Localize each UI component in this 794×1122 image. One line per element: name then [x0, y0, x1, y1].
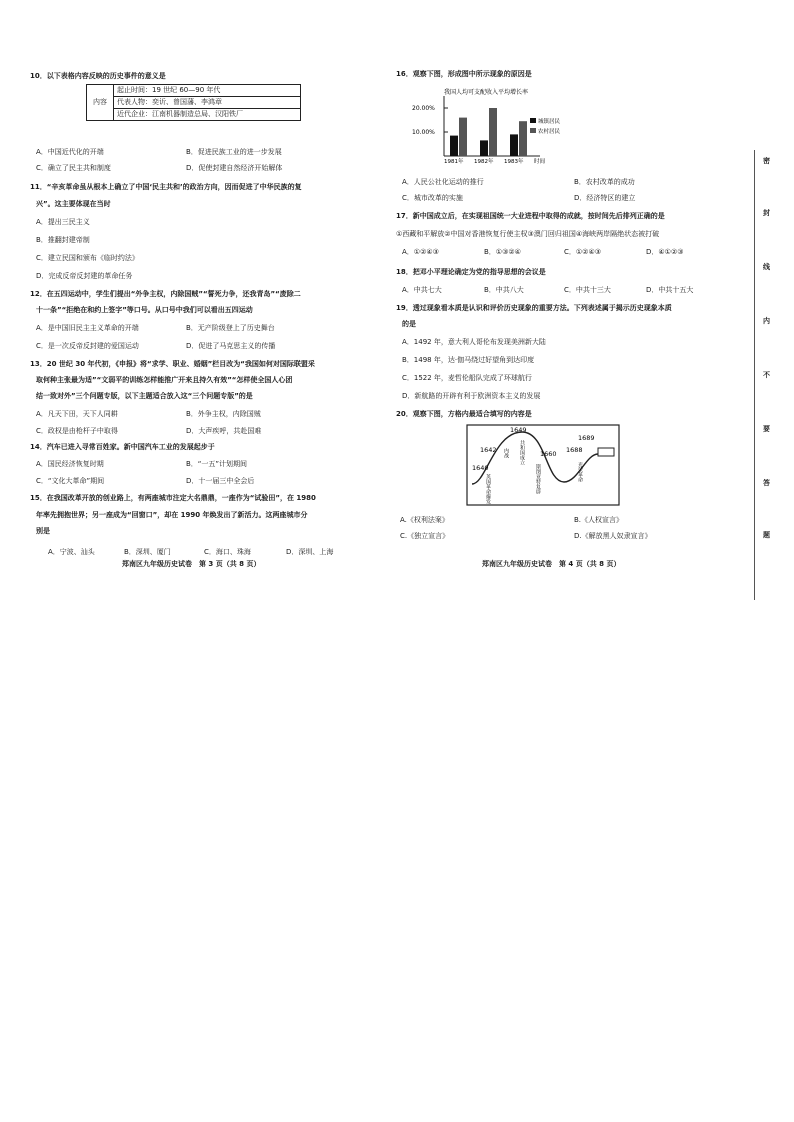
- q14-option-a[interactable]: A．国民经济恢复时期: [36, 460, 104, 468]
- event-label: 斯图亚特复辟: [535, 464, 541, 494]
- q12-stem-1: 12．在五四运动中，学生们提出“外争主权，内除国贼”“誓死力争，还我青岛”“废除二: [30, 290, 301, 298]
- q14-option-d[interactable]: D．十一届三中全会后: [186, 477, 255, 485]
- q15-option-b[interactable]: B．深圳、厦门: [124, 548, 171, 556]
- legend-rural: 农村居民: [538, 129, 561, 135]
- year-label: 1660: [540, 450, 557, 458]
- edge-char: 线: [763, 263, 770, 271]
- q19-option-b[interactable]: B．1498 年，达·伽马绕过好望角到达印度: [402, 356, 535, 364]
- q16-option-c[interactable]: C．城市改革的实施: [402, 194, 463, 202]
- q20-option-a[interactable]: A.《权利法案》: [400, 516, 449, 524]
- q17-option-a[interactable]: A．①②④③: [402, 248, 439, 256]
- chart-bars: [450, 108, 527, 156]
- q10-table: [86, 84, 301, 121]
- q19-option-c[interactable]: C．1522 年，麦哲伦船队完成了环球航行: [402, 374, 532, 382]
- legend-urban: 城镇居民: [538, 119, 561, 125]
- q16-stem: 16．观察下图，形成图中所示现象的原因是: [396, 70, 532, 78]
- year-label: 1642: [480, 446, 497, 454]
- q14-option-b[interactable]: B．“一五”计划期间: [186, 460, 248, 468]
- q10-option-c[interactable]: C．确立了民主共和制度: [36, 164, 111, 172]
- q15-option-c[interactable]: C．海口、珠海: [204, 548, 251, 556]
- event-label: 光荣革命: [577, 462, 583, 482]
- q13-option-b[interactable]: B．外争主权，内除国贼: [186, 410, 261, 418]
- q12-option-c[interactable]: C．是一次反帝反封建的爱国运动: [36, 342, 139, 350]
- edge-char: 内: [763, 317, 770, 325]
- q11-stem-2: 兴”。这主要体现在当时: [36, 200, 111, 208]
- chart-xtick-label: 1981年: [444, 159, 464, 164]
- edge-char: 题: [763, 531, 770, 539]
- q14-stem: 14．汽车已进入寻常百姓家。新中国汽车工业的发展起步于: [30, 443, 215, 451]
- q19-stem-1: 19．透过现象看本质是认识和评价历史现象的重要方法。下列表述属于揭示历史现象本质: [396, 304, 672, 312]
- legend-swatch-rural: [530, 128, 536, 133]
- q18-option-c[interactable]: C．中共十三大: [564, 286, 611, 294]
- q15-stem-2: 年率先拥抱世界；另一座成为“回窗口”，却在 1990 年焕发出了新活力。这两座城市分: [36, 511, 308, 519]
- q10-stem: 10．以下表格内容反映的历史事件的意义是: [30, 72, 166, 80]
- q18-option-b[interactable]: B．中共八大: [484, 286, 524, 294]
- binding-margin: [754, 150, 781, 600]
- q17-stem-1: 17．新中国成立后，在实现祖国统一大业进程中取得的成就，按时间先后排列正确的是: [396, 212, 665, 220]
- q10-row-1: 起止时间：19 世纪 60—90 年代: [114, 85, 301, 97]
- q15-option-a[interactable]: A．宁波、汕头: [48, 548, 95, 556]
- q11-option-b[interactable]: B．推翻封建帝制: [36, 236, 90, 244]
- chart-xtick-label: 1983年: [504, 159, 524, 164]
- q12-option-b[interactable]: B．无产阶级登上了历史舞台: [186, 324, 275, 332]
- income-growth-chart: [412, 84, 572, 164]
- diagram-blank-box: [598, 448, 614, 456]
- bar-rural-2: [519, 121, 527, 156]
- legend-swatch-urban: [530, 118, 536, 123]
- q11-option-d[interactable]: D．完成反帝反封建的革命任务: [36, 272, 133, 280]
- q12-option-d[interactable]: D．促进了马克思主义的传播: [186, 342, 276, 350]
- q20-stem: 20．观察下图，方格内最适合填写的内容是: [396, 410, 532, 418]
- q17-option-d[interactable]: D．④①②③: [646, 248, 684, 256]
- year-label: 1688: [566, 446, 583, 454]
- q10-option-d[interactable]: D．促使封建自然经济开始解体: [186, 164, 283, 172]
- chart-xtick-label: 1982年: [474, 159, 494, 164]
- q11-stem-1: 11．“辛亥革命虽从根本上确立了中国‘民主共和’的政治方向，因而促进了中华民族的复: [30, 183, 302, 191]
- bar-rural-0: [459, 118, 467, 156]
- q10-option-a[interactable]: A．中国近代化的开端: [36, 148, 104, 156]
- q16-option-d[interactable]: D．经济特区的建立: [574, 194, 636, 202]
- bar-urban-1: [480, 140, 488, 156]
- q13-stem-2: 取何种主张最为适”“文弱平的训练怎样能推广开来且持久有效”“怎样使全国人心团: [36, 376, 293, 384]
- q10-option-b[interactable]: B．促进民族工业的进一步发展: [186, 148, 282, 156]
- chart-ytick-label: 10.00%: [412, 129, 435, 136]
- q19-option-d[interactable]: D．新航路的开辟有利于欧洲资本主义的发展: [402, 392, 541, 400]
- q17-stem-2: ①西藏和平解放②中国对香港恢复行使主权③澳门回归祖国④海峡两岸隔绝状态被打破: [396, 230, 660, 238]
- q19-stem-2: 的是: [402, 320, 416, 328]
- q13-stem-1: 13．20 世纪 30 年代初，《申报》将“求学、职业、婚姻”栏目改为“我国如何对国际联盟采: [30, 360, 315, 368]
- q13-stem-3: 结一致对外”三个问题专版，以下主题适合放入这“三个问题专版”的是: [36, 392, 253, 400]
- q12-option-a[interactable]: A．是中国旧民主主义革命的开端: [36, 324, 139, 332]
- chart-xlabel: 时间: [534, 159, 546, 164]
- q15-stem-1: 15．在我国改革开放的创业路上，有两座城市注定大名鼎鼎，一座作为“试验田”，在 1980: [30, 494, 316, 502]
- q15-option-d[interactable]: D．深圳、上海: [286, 548, 334, 556]
- edge-char: 不: [763, 371, 770, 379]
- q18-option-a[interactable]: A．中共七大: [402, 286, 442, 294]
- q17-option-b[interactable]: B．①③②④: [484, 248, 521, 256]
- bar-rural-1: [489, 108, 497, 156]
- year-label: 1689: [578, 434, 595, 442]
- q14-option-c[interactable]: C．“文化大革命”期间: [36, 477, 105, 485]
- q11-option-a[interactable]: A．提出三民主义: [36, 218, 90, 226]
- q20-option-d[interactable]: D.《解放黑人奴隶宣言》: [574, 532, 652, 540]
- chart-title: 我国人均可支配收入平均增长率: [444, 89, 529, 96]
- q18-option-d[interactable]: D．中共十五大: [646, 286, 694, 294]
- q20-option-b[interactable]: B.《人权宣言》: [574, 516, 624, 524]
- event-label: 内战: [503, 448, 509, 458]
- edge-char: 封: [763, 209, 770, 217]
- q20-option-c[interactable]: C.《独立宣言》: [400, 532, 450, 540]
- year-label: 1640: [472, 464, 489, 472]
- event-label: 共和国成立: [519, 440, 525, 465]
- english-revolution-diagram: [466, 424, 620, 506]
- q11-option-c[interactable]: C．建立民国和颁布《临时约法》: [36, 254, 139, 262]
- q10-row-2: 代表人物：奕䜣、曾国藩、李鸿章: [114, 97, 301, 109]
- q16-option-a[interactable]: A．人民公社化运动的推行: [402, 178, 484, 186]
- page-3-footer: 郑南区九年级历史试卷 第 3 页（共 8 页）: [122, 560, 261, 568]
- bar-urban-2: [510, 134, 518, 156]
- q13-option-d[interactable]: D．大声疾呼，共赴国难: [186, 427, 262, 435]
- q12-stem-2: 十一条”“拒绝在和约上签字”等口号。从口号中我们可以看出五四运动: [36, 306, 253, 314]
- bar-urban-0: [450, 136, 458, 156]
- q10-table-head: 内容: [87, 85, 114, 121]
- q13-option-c[interactable]: C．政权是由枪杆子中取得: [36, 427, 118, 435]
- edge-char: 密: [763, 157, 770, 165]
- q15-stem-3: 别是: [36, 527, 50, 535]
- q18-stem: 18．把邓小平理论确定为党的指导思想的会议是: [396, 268, 546, 276]
- q16-option-b[interactable]: B．农村改革的成功: [574, 178, 635, 186]
- q17-option-c[interactable]: C．①②④③: [564, 248, 601, 256]
- edge-char: 要: [763, 425, 770, 433]
- page-4-footer: 郑南区九年级历史试卷 第 4 页（共 8 页）: [482, 560, 621, 568]
- edge-char: 答: [763, 479, 770, 487]
- q13-option-a[interactable]: A．凡天下田，天下人同耕: [36, 410, 118, 418]
- event-label: 英国革命爆发: [485, 474, 491, 504]
- chart-ytick-label: 20.00%: [412, 105, 435, 112]
- year-label: 1649: [510, 426, 527, 434]
- q19-option-a[interactable]: A．1492 年，意大利人哥伦布发现美洲新大陆: [402, 338, 546, 346]
- q10-row-3: 近代企业：江南机器制造总局、汉阳铁厂: [114, 109, 301, 121]
